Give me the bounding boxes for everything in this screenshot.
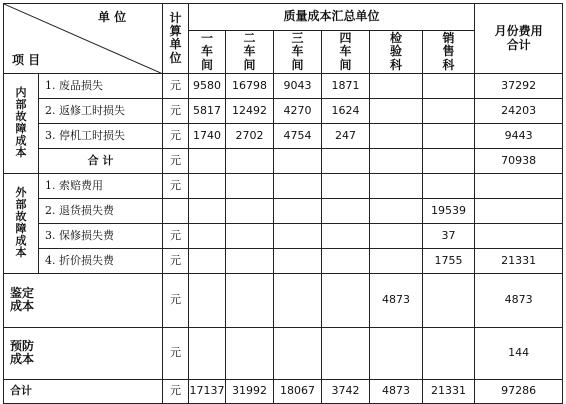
value-cell: 4873 (370, 380, 423, 404)
value-cell (226, 149, 274, 174)
value-cell (189, 249, 226, 274)
value-cell: 1755 (423, 249, 475, 274)
value-cell (423, 174, 475, 199)
table-row (4, 74, 563, 99)
total-cell: 97286 (475, 380, 563, 404)
row-label: 1. 索赔费用 (39, 174, 163, 199)
unit-cell (163, 199, 189, 224)
value-cell (423, 149, 475, 174)
unit-cell: 元 (163, 149, 189, 174)
value-cell: 21331 (423, 380, 475, 404)
value-cell: 9043 (274, 74, 322, 99)
value-cell: 1624 (322, 99, 370, 124)
value-cell (322, 328, 370, 380)
value-cell (370, 249, 423, 274)
monthly-total-header-text: 月份费用合计 (494, 23, 543, 52)
value-cell: 19539 (423, 199, 475, 224)
grand-total-label: 合计 (4, 380, 163, 404)
value-cell (322, 199, 370, 224)
corner-item-label: 项 目 (12, 53, 41, 67)
value-cell (322, 274, 370, 328)
dept-header-6 (423, 31, 475, 74)
dept-header-4 (322, 31, 370, 74)
unit-cell: 元 (163, 124, 189, 149)
unit-cell: 元 (163, 328, 189, 380)
value-cell: 2702 (226, 124, 274, 149)
group-appraisal-text: 鉴定成本 (10, 286, 35, 314)
value-cell (226, 274, 274, 328)
value-cell (189, 149, 226, 174)
value-cell: 1740 (189, 124, 226, 149)
unit-cell: 元 (163, 249, 189, 274)
dept-header-5 (370, 31, 423, 74)
value-cell (370, 224, 423, 249)
total-cell: 37292 (475, 74, 563, 99)
value-cell (370, 149, 423, 174)
value-cell (423, 274, 475, 328)
value-cell (322, 224, 370, 249)
dept-header-1-text: 一车间 (200, 30, 213, 72)
value-cell (274, 174, 322, 199)
dept-header-2 (226, 31, 274, 74)
value-cell (370, 124, 423, 149)
table-row (4, 124, 563, 149)
value-cell: 3742 (322, 380, 370, 404)
value-cell: 5817 (189, 99, 226, 124)
total-cell (475, 174, 563, 199)
value-cell (322, 174, 370, 199)
appraisal-row (4, 274, 563, 328)
value-cell: 18067 (274, 380, 322, 404)
value-cell (226, 328, 274, 380)
total-cell: 70938 (475, 149, 563, 174)
value-cell (189, 199, 226, 224)
value-cell (226, 249, 274, 274)
value-cell: 1871 (322, 74, 370, 99)
value-cell (189, 274, 226, 328)
prevention-row (4, 328, 563, 380)
value-cell (370, 174, 423, 199)
table-row (4, 199, 563, 224)
value-cell (423, 328, 475, 380)
value-cell (274, 199, 322, 224)
value-cell (274, 328, 322, 380)
value-cell (274, 149, 322, 174)
corner-unit-label: 单 位 (98, 10, 127, 24)
dept-header-4-text: 四车间 (339, 30, 352, 72)
subtotal-label: 合 计 (39, 149, 163, 174)
value-cell (226, 199, 274, 224)
value-cell (322, 149, 370, 174)
total-cell (475, 199, 563, 224)
value-cell: 37 (423, 224, 475, 249)
total-cell: 21331 (475, 249, 563, 274)
group-external-failure (4, 174, 39, 274)
value-cell (322, 249, 370, 274)
value-cell (274, 249, 322, 274)
dept-header-3 (274, 31, 322, 74)
value-cell (423, 99, 475, 124)
value-cell (189, 328, 226, 380)
unit-cell: 元 (163, 274, 189, 328)
table-row (4, 99, 563, 124)
value-cell: 12492 (226, 99, 274, 124)
value-cell: 16798 (226, 74, 274, 99)
value-cell (370, 74, 423, 99)
table-row (4, 174, 563, 199)
total-cell: 24203 (475, 99, 563, 124)
value-cell (370, 199, 423, 224)
group-appraisal (4, 274, 163, 328)
value-cell (226, 224, 274, 249)
value-cell (189, 174, 226, 199)
summary-group-header: 质量成本汇总单位 (189, 4, 475, 31)
value-cell (370, 99, 423, 124)
value-cell: 247 (322, 124, 370, 149)
value-cell: 9580 (189, 74, 226, 99)
unit-cell: 元 (163, 174, 189, 199)
header-corner-cell (4, 4, 163, 74)
unit-cell: 元 (163, 99, 189, 124)
row-label: 2. 返修工时损失 (39, 99, 163, 124)
value-cell (274, 274, 322, 328)
value-cell (423, 74, 475, 99)
value-cell (226, 174, 274, 199)
subtotal-row (4, 149, 563, 174)
value-cell (370, 328, 423, 380)
value-cell: 31992 (226, 380, 274, 404)
total-cell: 9443 (475, 124, 563, 149)
row-label: 4. 折价损失费 (39, 249, 163, 274)
table-row (4, 249, 563, 274)
row-label: 2. 退货损失费 (39, 199, 163, 224)
unit-cell: 元 (163, 74, 189, 99)
group-internal-failure (4, 74, 39, 174)
dept-header-1 (189, 31, 226, 74)
value-cell: 4754 (274, 124, 322, 149)
group-prevention-text: 预防成本 (10, 339, 35, 367)
value-cell (423, 124, 475, 149)
unit-cell: 元 (163, 380, 189, 404)
unit-column-header (163, 4, 189, 74)
unit-cell: 元 (163, 224, 189, 249)
dept-header-3-text: 三车间 (291, 30, 304, 72)
value-cell (274, 224, 322, 249)
quality-cost-summary-table (3, 3, 563, 404)
row-label: 1. 废品损失 (39, 74, 163, 99)
monthly-total-header (475, 4, 563, 74)
total-cell: 4873 (475, 274, 563, 328)
value-cell (189, 224, 226, 249)
value-cell: 17137 (189, 380, 226, 404)
group-external-failure-text: 外部故障成本 (15, 186, 27, 259)
row-label: 3. 停机工时损失 (39, 124, 163, 149)
dept-header-2-text: 二车间 (243, 30, 256, 72)
dept-header-6-text: 销售科 (442, 30, 455, 72)
unit-column-header-text: 计算单位 (169, 10, 182, 65)
total-cell: 144 (475, 328, 563, 380)
total-cell (475, 224, 563, 249)
table-row (4, 224, 563, 249)
value-cell: 4873 (370, 274, 423, 328)
group-prevention (4, 328, 163, 380)
value-cell: 4270 (274, 99, 322, 124)
group-internal-failure-text: 内部故障成本 (15, 86, 27, 159)
row-label: 3. 保修损失费 (39, 224, 163, 249)
dept-header-5-text: 检验科 (389, 30, 402, 72)
